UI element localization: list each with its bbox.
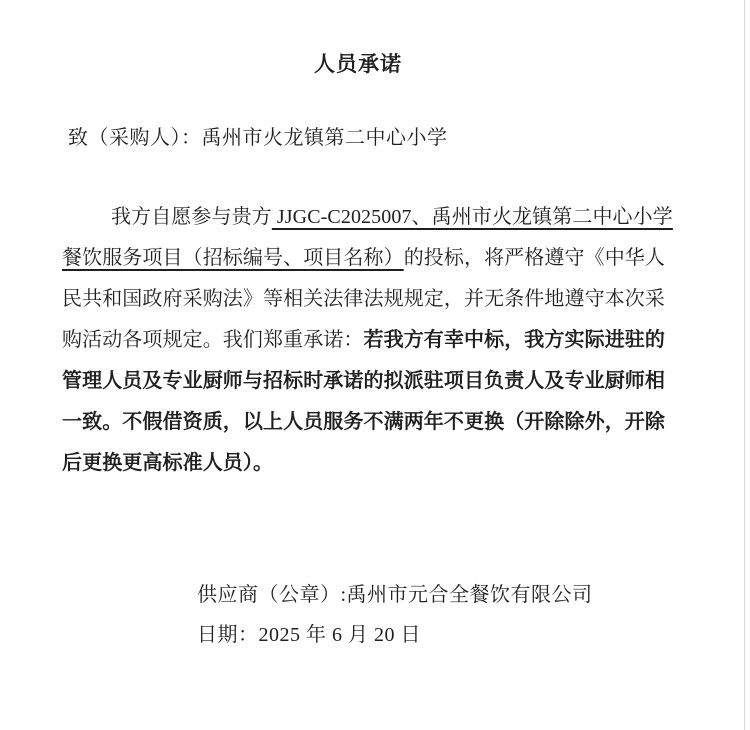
body-line-1 xyxy=(62,197,702,238)
body-line-5-bold: 管理人员及专业厨师与招标时承诺的拟派驻项目负责人及专业厨师相 xyxy=(62,370,665,392)
document-title: 人员承诺 xyxy=(314,52,402,76)
body-line-1-normal: 我方自愿参与贵方 xyxy=(111,206,272,228)
body-line-1-underlined-project-number: JJGC-C2025007、禹州市火龙镇第二中心小学 xyxy=(271,206,673,228)
page-edge-divider xyxy=(744,0,745,730)
body-line-7-bold: 后更换更高标准人员）。 xyxy=(62,452,274,474)
body-line-4 xyxy=(62,320,702,361)
body-line-2-normal: 的投标，将严格遵守《中华人 xyxy=(403,247,666,269)
body-line-4-normal: 购活动各项规定。我们郑重承诺： xyxy=(62,329,364,351)
body-paragraph xyxy=(62,197,702,484)
body-line-2 xyxy=(62,238,702,279)
body-line-3: 民共和国政府采购法》等相关法律法规规定，并无条件地遵守本次采 xyxy=(62,288,665,310)
salutation-line: 致（采购人）：禹州市火龙镇第二中心小学 xyxy=(68,127,448,149)
body-line-4-bold-commitment: 若我方有幸中标，我方实际进驻的 xyxy=(363,329,665,351)
signature-block xyxy=(197,581,593,649)
supplier-seal-line: 供应商（公章）:禹州市元合全餐饮有限公司 xyxy=(197,584,593,606)
date-line: 日期：2025 年 6 月 20 日 xyxy=(197,624,421,646)
body-line-6-bold: 一致。不假借资质，以上人员服务不满两年不更换（开除除外，开除 xyxy=(62,411,665,433)
body-line-2-underlined-project-name: 餐饮服务项目（招标编号、项目名称） xyxy=(62,247,404,269)
